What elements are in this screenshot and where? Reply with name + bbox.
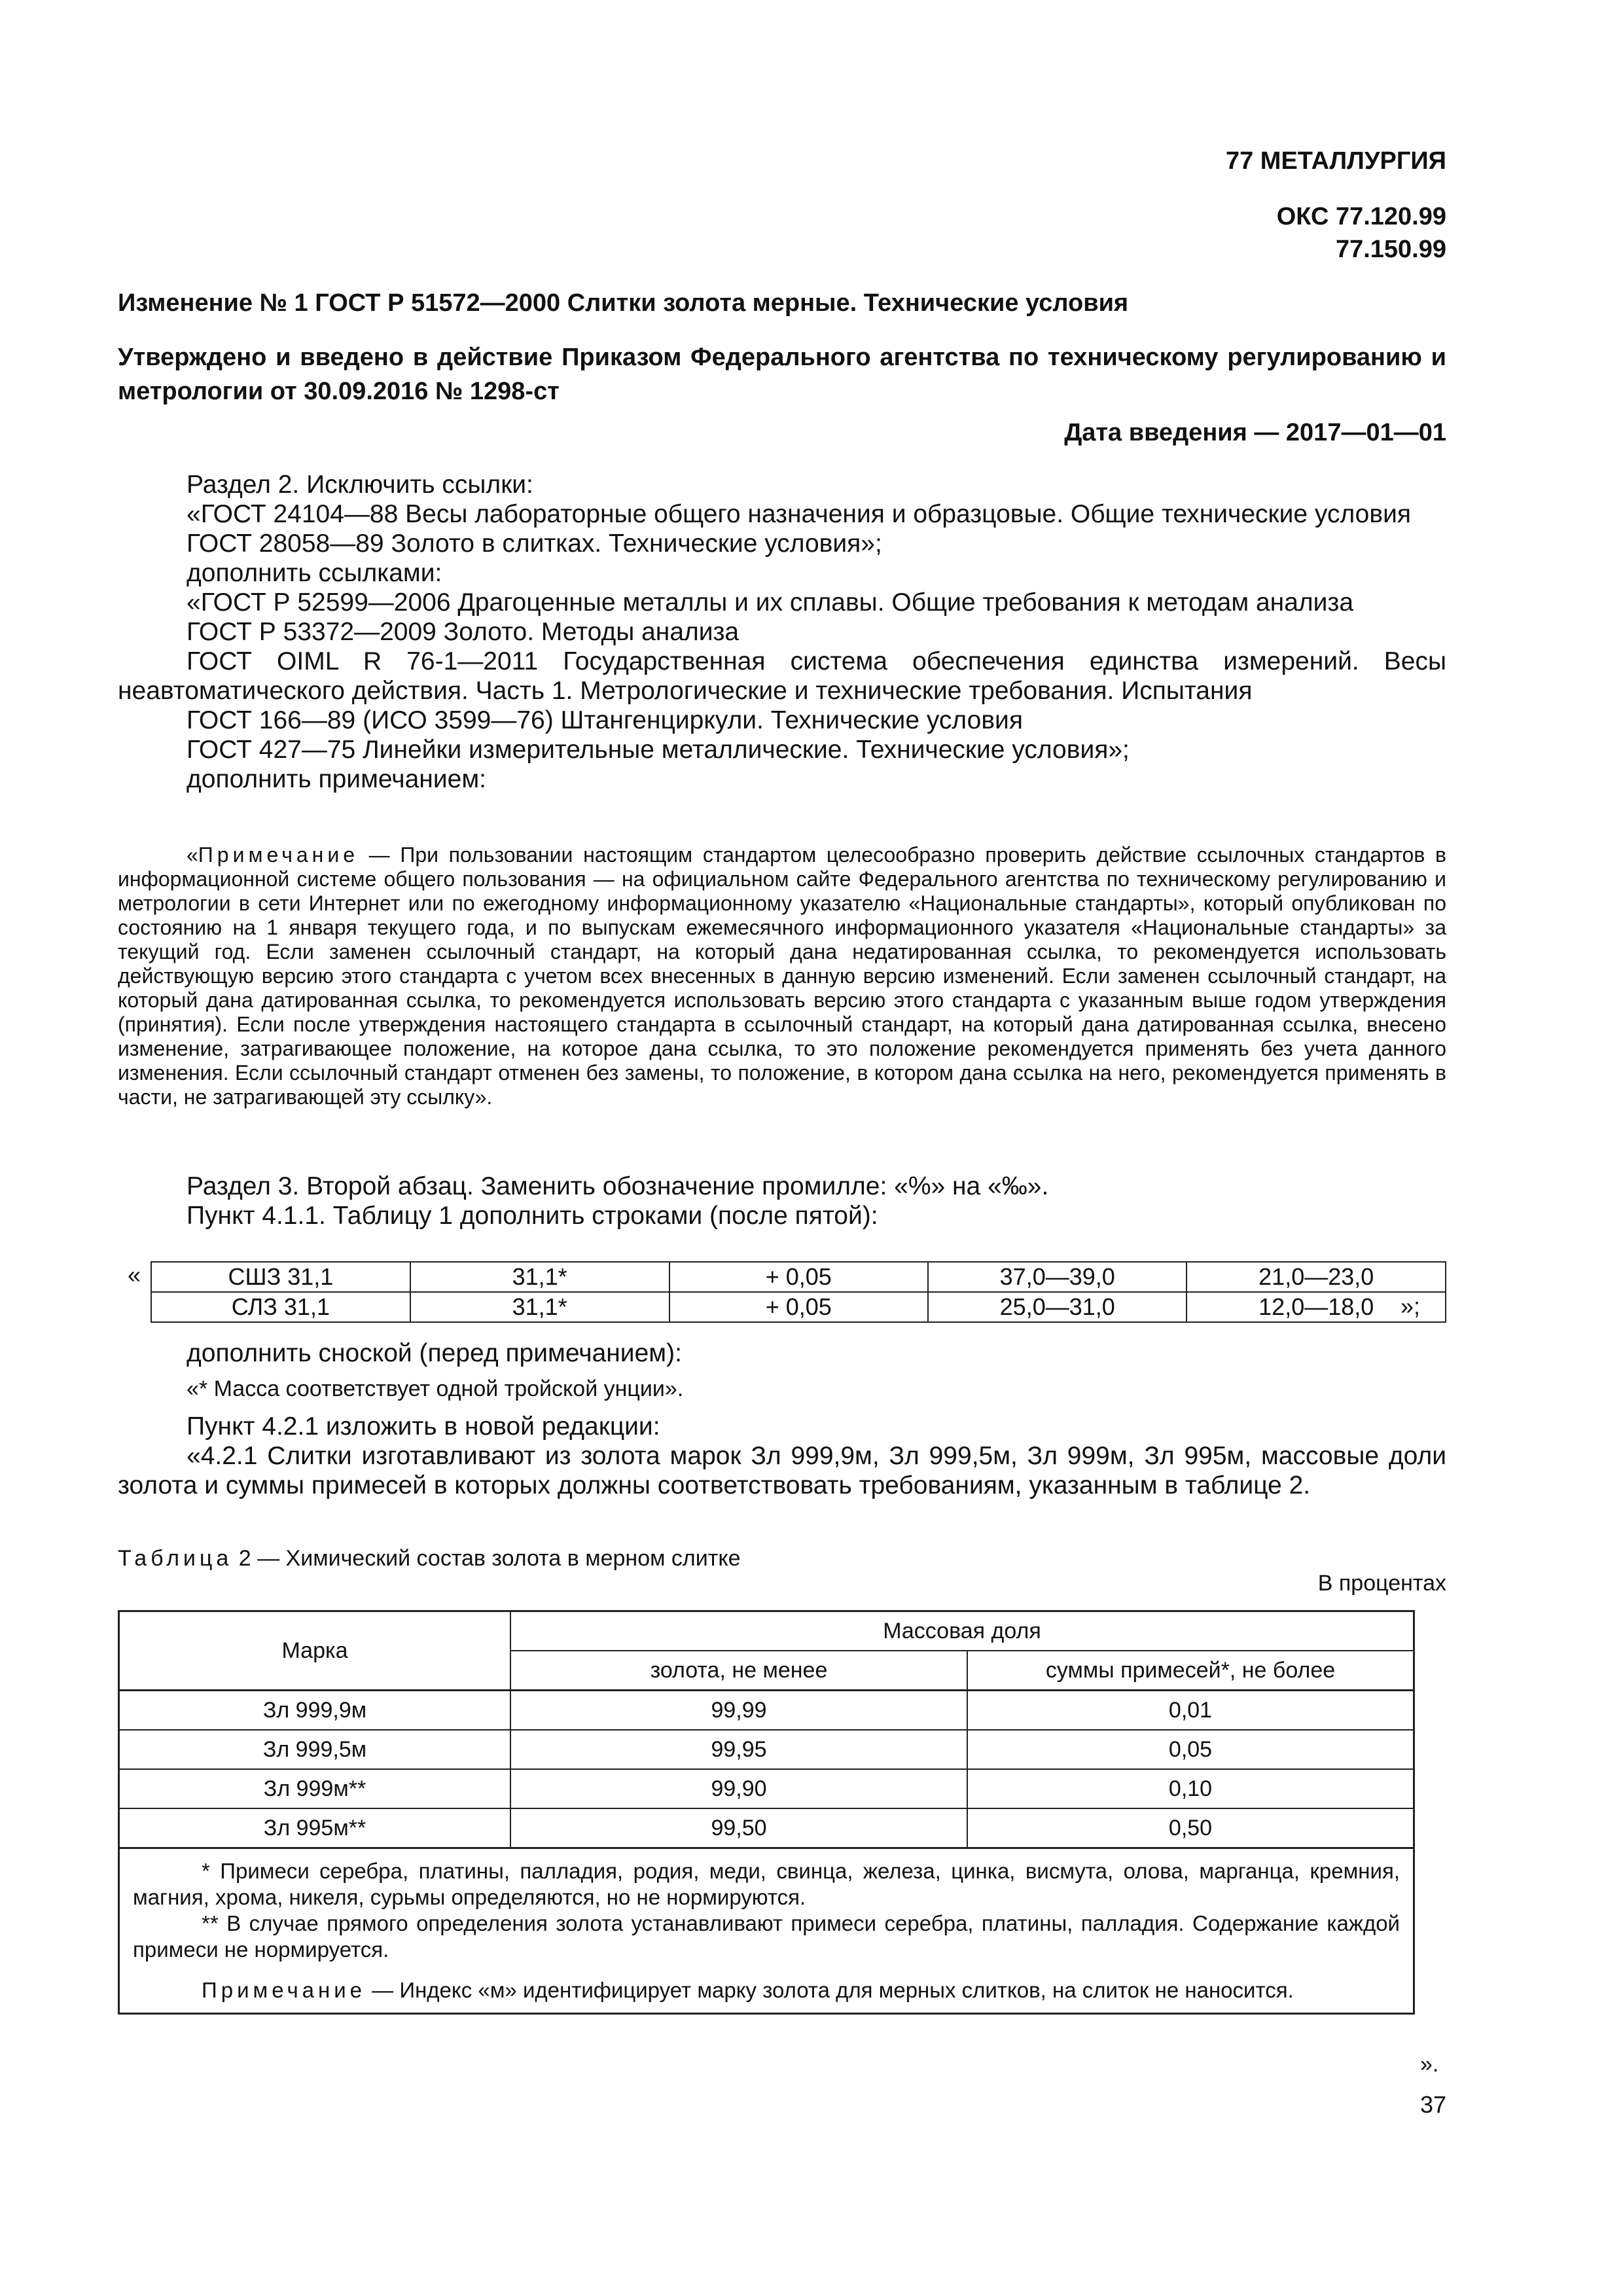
header-gold: золота, не менее [510,1651,967,1691]
table-cell: + 0,05 [669,1292,928,1322]
paragraph: ГОСТ 427—75 Линейки измерительные металлические. Технические условия»; [187,736,1130,764]
table-note [133,1977,1400,2003]
table-row [151,1262,1446,1292]
note-label: Примечание [202,1978,366,2002]
table-cell: 31,1* [410,1292,669,1322]
paragraph: «ГОСТ Р 52599—2006 Драгоценные металлы и их сплавы. Общие требования к методам анализа [187,588,1354,617]
header-mass-fraction: Массовая доля [510,1611,1414,1651]
table2-units: В процентах [1317,1571,1446,1596]
oks-code-1: ОКС 77.120.99 [1276,203,1446,230]
paragraph: Пункт 4.2.1 изложить в новой редакции: [187,1412,660,1441]
table-row [119,1730,1414,1769]
note-label: Примечание [198,843,359,867]
effective-date: Дата введения — 2017—01—01 [1064,419,1446,446]
reference-note [118,843,1446,1109]
quote-close: ». [1420,2052,1439,2077]
after-table1-block [118,1338,1446,1500]
quote-open: « [128,1261,141,1288]
paragraph: дополнить сноской (перед примечанием): [187,1339,682,1367]
caption-label: Таблица [118,1546,233,1571]
section-heading: 77 МЕТАЛЛУРГИЯ [1225,147,1446,175]
paragraph: дополнить ссылками: [187,559,442,587]
table1-added-rows [151,1261,1446,1323]
table-cell: 21,0—23,0 [1186,1262,1446,1292]
table2-chemical-composition [118,1610,1415,2015]
footnote-text: «* Масса соответствует одной тройской унции». [187,1376,684,1401]
table-row [119,1808,1414,1848]
table-cell: 25,0—31,0 [928,1292,1186,1322]
section3-block [118,1172,1446,1230]
table-cell: 0,10 [967,1769,1414,1808]
footnote-2: ** В случае прямого определения золота устанавливают примеси серебра, платины, палладия. Содержание каждой примеси не нормируется. [133,1911,1400,1962]
paragraph: «4.2.1 Слитки изготавливают из золота марок Зл 999,9м, Зл 999,5м, Зл 999м, Зл 995м, массовые доли золота и суммы примесей в которых должны соответствовать требованиям, указанным в таблице 2. [118,1442,1446,1499]
quote-close: »; [1400,1293,1421,1319]
amendment-title: Изменение № 1 ГОСТ Р 51572—2000 Слитки золота мерные. Технические условия [118,289,1129,317]
table-cell: 99,95 [510,1730,967,1769]
paragraph: Пункт 4.1.1. Таблицу 1 дополнить строками (после пятой): [187,1202,878,1230]
paragraph: дополнить примечанием: [187,765,486,793]
table-cell: 12,0—18,0 [1186,1292,1446,1322]
table-cell: 0,50 [967,1808,1414,1848]
paragraph: «ГОСТ 24104—88 Весы лабораторные общего назначения и образцовые. Общие технические условия [187,500,1411,528]
table-cell: 0,05 [967,1730,1414,1769]
note-text: — При пользовании настоящим стандартом целесообразно проверить действие ссылочных стандартов в информационной системе общего пользования — на официальном сайте Федерального агентства по техническому регулированию и метрологии в сети Интернет или по ежегодному информационному указателю «Национальные стандарты», который опубликован по состоянию на 1 января текущего года, и по выпускам ежемесячного информационного указателя «Национальные стандарты» за текущий год. Если заменен ссылочный стандарт, на который дана недатированная ссылка, то рекомендуется использовать действующую версию этого стандарта с учетом всех внесенных в данную версию изменений. Если заменен ссылочный стандарт, на который дана датированная ссылка, то рекомендуется использовать версию этого стандарта с указанным выше годом утверждения (принятия). Если после утверждения настоящего стандарта в ссылочный стандарт, на который дана датированная ссылка, внесено изменение, затрагивающее положение, на которое дана ссылка, то это положение рекомендуется применять без учета данного изменения. Если ссылочный стандарт отменен без замены, то положение, в котором дана ссылка на него, рекомендуется применять в части, не затрагивающей эту ссылку». [118,843,1446,1109]
table-cell: 99,99 [510,1691,967,1731]
table-cell: Зл 999м** [119,1769,511,1808]
footnote-1: * Примеси серебра, платины, палладия, родия, меди, свинца, железа, цинка, висмута, олова, марганца, кремния, магния, хрома, никеля, сурьмы определяются, но не нормируются. [133,1859,1400,1909]
paragraph: ГОСТ 28058—89 Золото в слитках. Технические условия»; [187,529,882,558]
paragraph: Раздел 2. Исключить ссылки: [187,471,533,499]
paragraph: ГОСТ 166—89 (ИСО 3599—76) Штангенциркули. Технические условия [187,706,1023,734]
table-footer-cell [119,1848,1414,2014]
paragraph: ГОСТ Р 53372—2009 Золото. Методы анализа [187,618,740,646]
table-cell: Зл 999,9м [119,1691,511,1731]
header-mark: Марка [119,1611,511,1691]
table-footer [119,1848,1414,2014]
table-row [151,1292,1446,1322]
quote-open: « [187,843,198,867]
page-number: 37 [1419,2091,1446,2118]
table-cell: 99,90 [510,1769,967,1808]
table-cell: Зл 999,5м [119,1730,511,1769]
table-row [119,1691,1414,1731]
approval-statement: Утверждено и введено в действие Приказом Федерального агентства по техническому регулированию и метрологии от 30.09.2016 № 1298-ст [118,344,1446,405]
table-cell: СЛЗ 31,1 [151,1292,410,1322]
header-impurities: суммы примесей*, не более [967,1651,1414,1691]
paragraph: ГОСТ OIML R 76-1—2011 Государственная система обеспечения единства измерений. Весы неавтоматического действия. Часть 1. Метрологические и технические требования. Испытания [118,647,1446,705]
oks-code-2: 77.150.99 [1335,236,1446,263]
table2-caption [118,1546,741,1571]
table-cell: 0,01 [967,1691,1414,1731]
table-cell: 99,50 [510,1808,967,1848]
note-text: — Индекс «м» идентифицирует марку золота для мерных слитков, на слиток не наносится. [366,1978,1294,2002]
section2-block [118,470,1446,794]
table-cell: + 0,05 [669,1262,928,1292]
table-cell: 31,1* [410,1262,669,1292]
table-cell: 37,0—39,0 [928,1262,1186,1292]
caption-text: 2 — Химический состав золота в мерном слитке [232,1546,741,1571]
table-row [119,1769,1414,1808]
paragraph: Раздел 3. Второй абзац. Заменить обозначение промилле: «%» на «‰». [187,1172,1049,1200]
table-cell: Зл 995м** [119,1808,511,1848]
table-cell: СШЗ 31,1 [151,1262,410,1292]
